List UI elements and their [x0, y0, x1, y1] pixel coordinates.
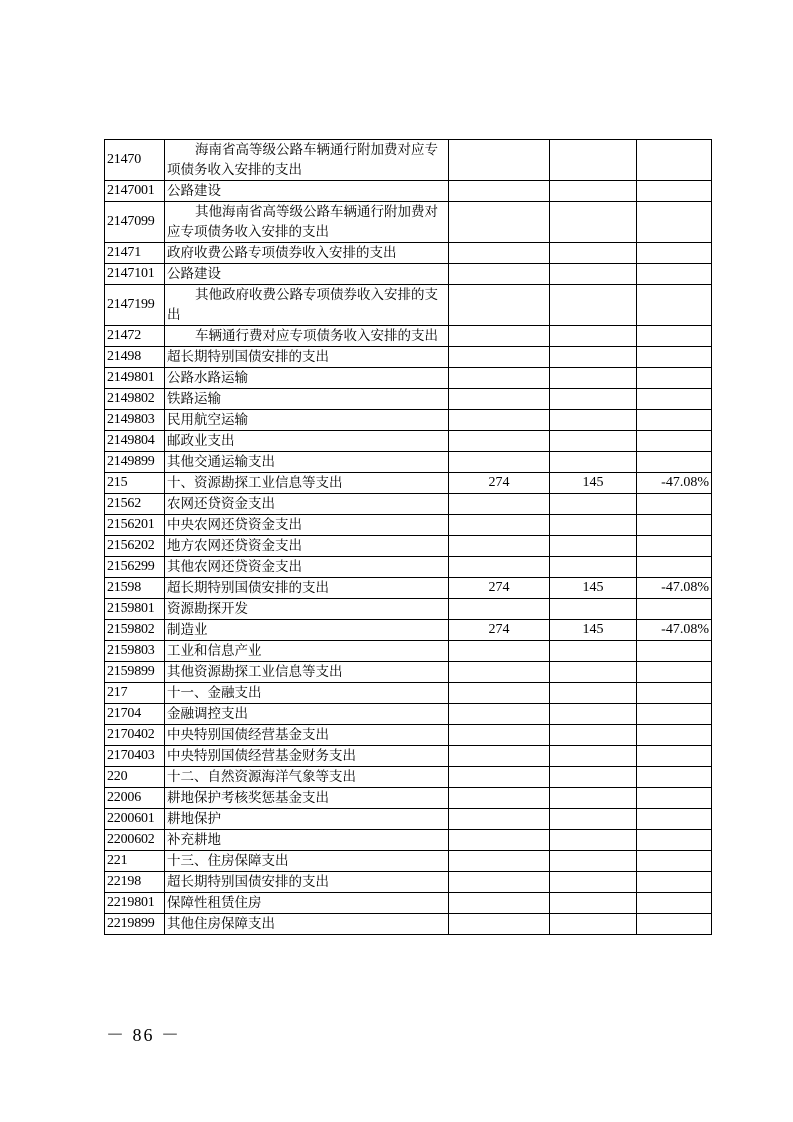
cell-value-1 [449, 410, 550, 431]
cell-change [637, 368, 712, 389]
cell-value-1 [449, 285, 550, 326]
cell-value-2 [550, 788, 637, 809]
cell-name: 中央农网还贷资金支出 [165, 515, 449, 536]
cell-code: 22006 [105, 788, 165, 809]
cell-value-1 [449, 746, 550, 767]
cell-code: 2147101 [105, 264, 165, 285]
cell-change [637, 326, 712, 347]
cell-name: 制造业 [165, 620, 449, 641]
cell-code: 2219801 [105, 893, 165, 914]
cell-value-2 [550, 202, 637, 243]
cell-name: 车辆通行费对应专项债务收入安排的支出 [165, 326, 449, 347]
cell-value-2 [550, 893, 637, 914]
cell-value-1 [449, 893, 550, 914]
cell-value-1 [449, 243, 550, 264]
table-row [105, 557, 712, 578]
cell-name: 其他海南省高等级公路车辆通行附加费对应专项债务收入安排的支出 [165, 202, 449, 243]
cell-value-2 [550, 452, 637, 473]
cell-code: 2149804 [105, 431, 165, 452]
cell-name: 民用航空运输 [165, 410, 449, 431]
cell-name: 超长期特别国债安排的支出 [165, 872, 449, 893]
cell-code: 2147001 [105, 181, 165, 202]
cell-change [637, 285, 712, 326]
cell-value-2 [550, 683, 637, 704]
cell-change [637, 431, 712, 452]
table-row [105, 746, 712, 767]
table-row [105, 181, 712, 202]
cell-value-1: 274 [449, 578, 550, 599]
cell-value-2 [550, 746, 637, 767]
cell-name: 地方农网还贷资金支出 [165, 536, 449, 557]
table-row [105, 851, 712, 872]
cell-change [637, 410, 712, 431]
cell-code: 221 [105, 851, 165, 872]
cell-value-1 [449, 809, 550, 830]
cell-value-1 [449, 181, 550, 202]
cell-code: 2149801 [105, 368, 165, 389]
budget-table [104, 139, 712, 935]
cell-name: 政府收费公路专项债券收入安排的支出 [165, 243, 449, 264]
cell-value-2 [550, 368, 637, 389]
cell-change [637, 830, 712, 851]
cell-value-2: 145 [550, 473, 637, 494]
table-row [105, 368, 712, 389]
table-row [105, 326, 712, 347]
cell-code: 2149899 [105, 452, 165, 473]
cell-name: 十一、金融支出 [165, 683, 449, 704]
cell-change [637, 536, 712, 557]
table-row [105, 893, 712, 914]
cell-value-1 [449, 452, 550, 473]
cell-change [637, 140, 712, 181]
cell-name: 公路水路运输 [165, 368, 449, 389]
cell-value-1 [449, 872, 550, 893]
cell-change [637, 746, 712, 767]
table-row [105, 767, 712, 788]
cell-value-2: 145 [550, 578, 637, 599]
cell-value-2 [550, 515, 637, 536]
cell-value-2 [550, 431, 637, 452]
cell-code: 21470 [105, 140, 165, 181]
cell-change: -47.08% [637, 473, 712, 494]
cell-change [637, 452, 712, 473]
cell-code: 2200601 [105, 809, 165, 830]
cell-code: 2170402 [105, 725, 165, 746]
cell-name: 金融调控支出 [165, 704, 449, 725]
table-row [105, 494, 712, 515]
cell-change [637, 872, 712, 893]
table-row [105, 431, 712, 452]
cell-change [637, 893, 712, 914]
cell-value-1 [449, 347, 550, 368]
cell-change: -47.08% [637, 578, 712, 599]
cell-change [637, 515, 712, 536]
cell-name: 十三、住房保障支出 [165, 851, 449, 872]
table-row [105, 830, 712, 851]
cell-value-2 [550, 285, 637, 326]
cell-code: 21598 [105, 578, 165, 599]
cell-code: 2219899 [105, 914, 165, 935]
cell-value-2 [550, 599, 637, 620]
cell-value-2 [550, 181, 637, 202]
table-row [105, 347, 712, 368]
cell-code: 2159802 [105, 620, 165, 641]
cell-value-1 [449, 599, 550, 620]
cell-change: -47.08% [637, 620, 712, 641]
cell-name: 中央特别国债经营基金财务支出 [165, 746, 449, 767]
cell-change [637, 494, 712, 515]
cell-name: 超长期特别国债安排的支出 [165, 347, 449, 368]
cell-value-1 [449, 557, 550, 578]
cell-code: 2156202 [105, 536, 165, 557]
table-row [105, 202, 712, 243]
cell-name: 十二、自然资源海洋气象等支出 [165, 767, 449, 788]
cell-value-1 [449, 914, 550, 935]
cell-value-1 [449, 662, 550, 683]
cell-name: 其他政府收费公路专项债券收入安排的支出 [165, 285, 449, 326]
cell-value-1 [449, 725, 550, 746]
cell-name: 其他住房保障支出 [165, 914, 449, 935]
cell-code: 21562 [105, 494, 165, 515]
cell-change [637, 704, 712, 725]
table-row [105, 264, 712, 285]
table-row [105, 243, 712, 264]
cell-value-2 [550, 536, 637, 557]
cell-value-2 [550, 809, 637, 830]
cell-change [637, 725, 712, 746]
cell-name: 保障性租赁住房 [165, 893, 449, 914]
cell-value-2 [550, 914, 637, 935]
cell-value-2 [550, 347, 637, 368]
cell-name: 其他交通运输支出 [165, 452, 449, 473]
cell-value-2 [550, 389, 637, 410]
cell-value-2 [550, 662, 637, 683]
cell-code: 2170403 [105, 746, 165, 767]
table-row [105, 641, 712, 662]
cell-code: 2149802 [105, 389, 165, 410]
cell-code: 2156201 [105, 515, 165, 536]
cell-value-2: 145 [550, 620, 637, 641]
cell-change [637, 767, 712, 788]
cell-value-1 [449, 140, 550, 181]
cell-value-2 [550, 326, 637, 347]
table-row [105, 536, 712, 557]
cell-code: 220 [105, 767, 165, 788]
cell-change [637, 683, 712, 704]
cell-value-1 [449, 494, 550, 515]
table-row [105, 620, 712, 641]
cell-value-2 [550, 830, 637, 851]
cell-value-1 [449, 368, 550, 389]
cell-change [637, 662, 712, 683]
cell-change [637, 851, 712, 872]
cell-name: 十、资源勘探工业信息等支出 [165, 473, 449, 494]
cell-value-2 [550, 725, 637, 746]
cell-value-2 [550, 410, 637, 431]
cell-change [637, 599, 712, 620]
cell-name: 公路建设 [165, 181, 449, 202]
cell-change [637, 243, 712, 264]
cell-name: 公路建设 [165, 264, 449, 285]
cell-change [637, 202, 712, 243]
cell-value-1 [449, 326, 550, 347]
cell-name: 耕地保护 [165, 809, 449, 830]
cell-value-2 [550, 557, 637, 578]
table-row [105, 140, 712, 181]
cell-change [637, 788, 712, 809]
table-row [105, 872, 712, 893]
cell-name: 其他资源勘探工业信息等支出 [165, 662, 449, 683]
cell-code: 217 [105, 683, 165, 704]
cell-code: 22198 [105, 872, 165, 893]
cell-code: 215 [105, 473, 165, 494]
cell-change [637, 557, 712, 578]
cell-change [637, 347, 712, 368]
table-row [105, 662, 712, 683]
cell-name: 补充耕地 [165, 830, 449, 851]
cell-name: 海南省高等级公路车辆通行附加费对应专项债务收入安排的支出 [165, 140, 449, 181]
cell-code: 2147199 [105, 285, 165, 326]
cell-change [637, 641, 712, 662]
table-row [105, 410, 712, 431]
table-row [105, 285, 712, 326]
cell-value-2 [550, 264, 637, 285]
cell-name: 铁路运输 [165, 389, 449, 410]
cell-code: 21704 [105, 704, 165, 725]
cell-value-1 [449, 536, 550, 557]
cell-value-1: 274 [449, 620, 550, 641]
cell-code: 2159801 [105, 599, 165, 620]
cell-code: 2159803 [105, 641, 165, 662]
cell-value-1 [449, 389, 550, 410]
cell-value-1 [449, 851, 550, 872]
table-row [105, 788, 712, 809]
cell-name: 中央特别国债经营基金支出 [165, 725, 449, 746]
cell-code: 2159899 [105, 662, 165, 683]
cell-value-2 [550, 851, 637, 872]
cell-code: 21498 [105, 347, 165, 368]
cell-value-1 [449, 683, 550, 704]
table-row [105, 809, 712, 830]
table-row [105, 725, 712, 746]
cell-value-1 [449, 431, 550, 452]
cell-name: 农网还贷资金支出 [165, 494, 449, 515]
cell-change [637, 914, 712, 935]
cell-name: 其他农网还贷资金支出 [165, 557, 449, 578]
cell-name: 邮政业支出 [165, 431, 449, 452]
cell-value-2 [550, 243, 637, 264]
cell-value-1 [449, 264, 550, 285]
table-row [105, 599, 712, 620]
cell-value-2 [550, 872, 637, 893]
table-row [105, 914, 712, 935]
cell-value-2 [550, 641, 637, 662]
cell-change [637, 181, 712, 202]
cell-value-1 [449, 202, 550, 243]
cell-value-1 [449, 515, 550, 536]
cell-value-1 [449, 788, 550, 809]
cell-code: 2200602 [105, 830, 165, 851]
table-row [105, 578, 712, 599]
table-row [105, 515, 712, 536]
cell-name: 资源勘探开发 [165, 599, 449, 620]
table-body [105, 140, 712, 935]
cell-code: 2149803 [105, 410, 165, 431]
cell-value-1 [449, 830, 550, 851]
table-row [105, 473, 712, 494]
cell-value-2 [550, 767, 637, 788]
cell-code: 21472 [105, 326, 165, 347]
table-row [105, 389, 712, 410]
page-number: － 86 － [106, 1025, 181, 1045]
cell-value-2 [550, 140, 637, 181]
table-row [105, 683, 712, 704]
cell-code: 21471 [105, 243, 165, 264]
cell-change [637, 264, 712, 285]
cell-name: 工业和信息产业 [165, 641, 449, 662]
cell-name: 超长期特别国债安排的支出 [165, 578, 449, 599]
cell-change [637, 389, 712, 410]
cell-value-1 [449, 641, 550, 662]
cell-value-1 [449, 767, 550, 788]
cell-value-1: 274 [449, 473, 550, 494]
table-row [105, 452, 712, 473]
cell-name: 耕地保护考核奖惩基金支出 [165, 788, 449, 809]
cell-change [637, 809, 712, 830]
cell-value-2 [550, 704, 637, 725]
table-row [105, 704, 712, 725]
cell-value-1 [449, 704, 550, 725]
cell-value-2 [550, 494, 637, 515]
cell-code: 2156299 [105, 557, 165, 578]
cell-code: 2147099 [105, 202, 165, 243]
